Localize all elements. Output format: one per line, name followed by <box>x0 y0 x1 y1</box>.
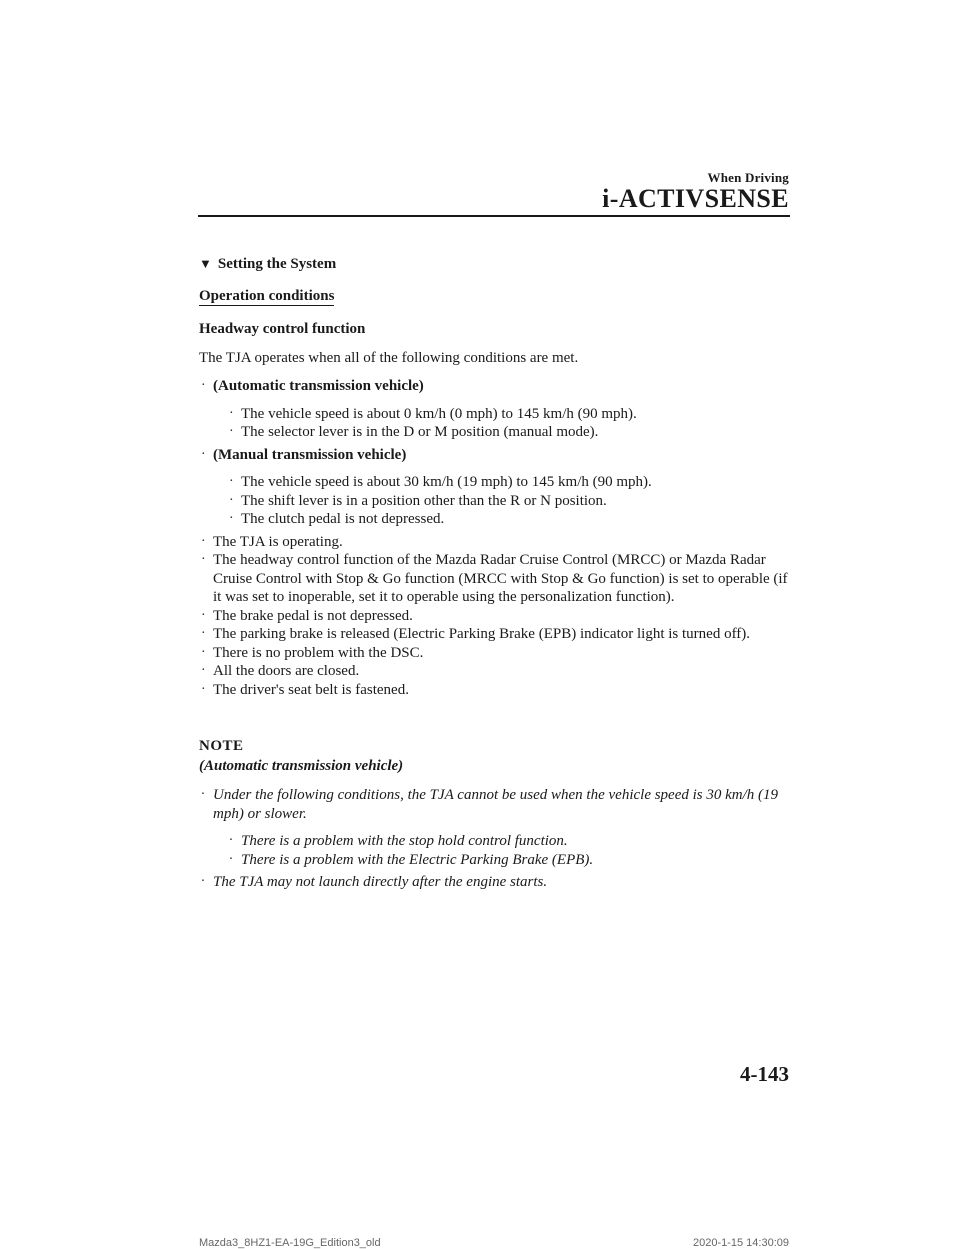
mt-sublist <box>227 473 791 529</box>
section-heading <box>199 254 791 274</box>
list-item-text: The TJA may not launch directly after the engine starts. <box>213 874 548 890</box>
bullet-icon: · <box>201 626 206 641</box>
list-item <box>199 786 791 869</box>
bullet-icon: · <box>201 663 206 678</box>
at-sublist <box>227 405 791 442</box>
list-item <box>199 533 791 552</box>
list-item-text: There is no problem with the DSC. <box>213 644 424 661</box>
section-heading-text: Setting the System <box>217 256 337 272</box>
bullet-icon: · <box>229 424 234 439</box>
bullet-icon: · <box>201 787 205 802</box>
list-item-text: The TJA is operating. <box>213 533 343 550</box>
note-block <box>199 736 791 892</box>
minor-heading: Headway control function <box>199 321 366 337</box>
at-heading: (Automatic transmission vehicle) <box>213 378 424 394</box>
list-item-text: All the doors are closed. <box>213 663 360 679</box>
note-list <box>199 786 791 892</box>
chapter-title: When Driving <box>707 170 789 185</box>
intro-paragraph: The TJA operates when all of the following conditions are met. <box>199 350 579 366</box>
footer-timestamp: 2020-1-15 14:30:09 <box>692 1237 789 1249</box>
bullet-icon: · <box>201 874 205 889</box>
list-item <box>227 492 791 511</box>
list-item-text: The clutch pedal is not depressed. <box>241 511 445 527</box>
section-title: i-ACTIVSENSE <box>602 184 789 213</box>
list-item <box>199 873 791 892</box>
bullet-icon: · <box>201 533 206 549</box>
bullet-icon: · <box>229 833 233 848</box>
list-item <box>199 607 791 626</box>
list-item-text: There is a problem with the Electric Parking Brake (EPB). <box>241 851 594 868</box>
bullet-icon: · <box>201 681 206 697</box>
list-item <box>227 832 791 851</box>
bullet-icon: · <box>201 552 206 567</box>
bullet-icon: · <box>201 378 206 393</box>
list-item <box>199 377 791 442</box>
list-item <box>199 681 791 700</box>
list-item-text: The headway control function of the Mazda Radar Cruise Control (MRCC) or Mazda Radar Cruise Control with Stop & Go function (MRCC with Stop & Go function) is set to operable (if it was set to inoperable, set it to operable using the personalization function). <box>213 552 788 605</box>
list-item <box>199 662 791 681</box>
list-item-text: The brake pedal is not depressed. <box>213 607 413 624</box>
list-item <box>227 405 791 424</box>
list-item-text: The selector lever is in the D or M position (manual mode). <box>241 424 599 440</box>
list-item-text: Under the following conditions, the TJA cannot be used when the vehicle speed is 30 km/h (19 mph) or slower. <box>213 787 779 822</box>
note-label: NOTE <box>199 738 244 754</box>
subheading: Operation conditions <box>199 288 335 304</box>
bullet-icon: · <box>229 851 233 867</box>
header-rule <box>198 215 790 217</box>
list-item <box>199 551 791 607</box>
page-number: 4-143 <box>740 1062 789 1086</box>
mt-heading: (Manual transmission vehicle) <box>213 446 407 463</box>
list-item <box>227 423 791 442</box>
list-item-text: The parking brake is released (Electric Parking Brake (EPB) indicator light is turned off). <box>213 626 751 642</box>
bullet-icon: · <box>229 474 234 489</box>
list-item-text: The driver's seat belt is fastened. <box>213 681 409 698</box>
list-item-text: The vehicle speed is about 0 km/h (0 mph) to 145 km/h (90 mph). <box>241 405 637 422</box>
note-sublist <box>227 832 791 869</box>
list-item <box>199 446 791 529</box>
list-item-text: The shift lever is in a position other than the R or N position. <box>241 492 607 509</box>
note-subheading: (Automatic transmission vehicle) <box>199 758 404 774</box>
triangle-marker-icon: ▼ <box>199 256 212 271</box>
bullet-icon: · <box>201 644 206 660</box>
bullet-icon: · <box>229 511 234 526</box>
list-item-text: There is a problem with the stop hold control function. <box>241 833 568 849</box>
page-content <box>199 254 791 892</box>
list-item <box>227 851 791 870</box>
list-item <box>227 473 791 492</box>
conditions-list <box>199 377 791 699</box>
bullet-icon: · <box>229 492 234 508</box>
bullet-icon: · <box>201 607 206 623</box>
list-item-text: The vehicle speed is about 30 km/h (19 mph) to 145 km/h (90 mph). <box>241 474 652 490</box>
list-item <box>227 510 791 529</box>
list-item <box>199 644 791 663</box>
list-item <box>199 625 791 644</box>
bullet-icon: · <box>201 446 206 462</box>
footer-filename: Mazda3_8HZ1-EA-19G_Edition3_old <box>199 1237 381 1249</box>
bullet-icon: · <box>229 405 234 421</box>
